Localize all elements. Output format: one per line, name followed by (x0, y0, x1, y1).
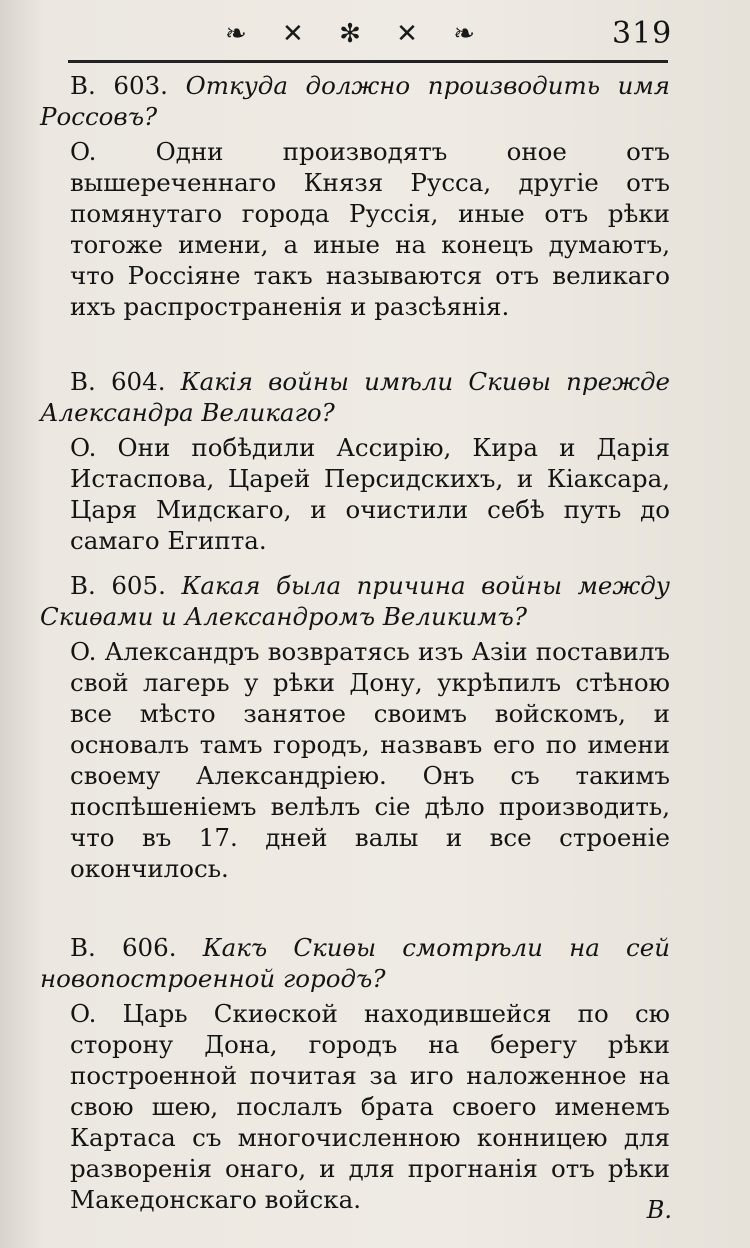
qa-entry (40, 932, 670, 1215)
question-text: Какъ Скиѳы смотрѣли на сей новопостроенной городъ? (40, 933, 670, 993)
qa-entry (40, 366, 670, 562)
running-head (0, 8, 750, 58)
answer-text: Александръ возвратясь изъ Азiи поставилъ свой лагерь у рѣки Дону, укрѣпилъ стѣною все мѣсто занятое своимъ войскомъ, и основалъ тамъ городъ, назвавъ его по имени своему Александрiею. Онъ съ такимъ поспѣшенiемъ велѣлъ сiе дѣло производить, что въ 17. дней валы и все строенiе окончилось. (70, 637, 670, 883)
header-rule (68, 60, 668, 63)
qa-entry (40, 70, 670, 332)
fleuron-icon: ❧ (453, 19, 475, 49)
page-number: 319 (612, 16, 673, 51)
question (40, 366, 670, 428)
fleuron-icon: ❧ (225, 19, 247, 49)
question-text: Какая была причина войны между Скиѳами и Александромъ Великимъ? (40, 571, 670, 631)
answer-text: Царь Скиѳской находившейся по сю сторону Дона, городъ на берегу рѣки построенной почитая за иго наложенное на свою шею, послалъ брата своего именемъ Картаса съ многочисленною конницею для разворенiя онаго, и для прогнанiя отъ рѣки Македонскаго войска. (70, 999, 670, 1214)
answer-text: Одни производятъ оное отъ вышереченнаго Князя Русса, другiе отъ помянутаго города Руссiя, иные отъ рѣки тогоже имени, а иные на конецъ думаютъ, что Россiяне такъ называются отъ великаго ихъ распространенiя и разсѣянiя. (70, 137, 670, 321)
question (40, 570, 670, 632)
cross-ornament-icon: ✕ (282, 19, 304, 49)
answer-label: O. (70, 637, 97, 666)
answer-label: O. (70, 137, 97, 166)
answer (40, 432, 670, 556)
question (40, 932, 670, 994)
answer (40, 636, 670, 884)
answer-text: Они побѣдили Ассирiю, Кира и Дарiя Истаспова, Царей Персидскихъ, и Кiаксара, Царя Мидскаго, и очистили себѣ путь до самаго Египта. (70, 433, 670, 555)
answer-label: O. (70, 999, 97, 1028)
question-label: B. 604. (70, 367, 166, 396)
answer (40, 998, 670, 1215)
question-label: B. 606. (70, 933, 177, 962)
question-text: Какiя войны имѣли Скиѳы прежде Александра Великаго? (40, 367, 670, 427)
catchword: B. (646, 1196, 672, 1224)
text-block (40, 70, 670, 1215)
answer-label: O. (70, 433, 97, 462)
flower-ornament-icon: ✻ (339, 19, 361, 49)
answer (40, 136, 670, 322)
header-ornament (225, 14, 475, 54)
question (40, 70, 670, 132)
question-label: B. 603. (70, 71, 168, 100)
question-text: Откуда должно производить имя Россовъ? (40, 71, 670, 131)
cross-ornament-icon: ✕ (396, 19, 418, 49)
qa-entry (40, 570, 670, 922)
question-label: B. 605. (70, 571, 166, 600)
